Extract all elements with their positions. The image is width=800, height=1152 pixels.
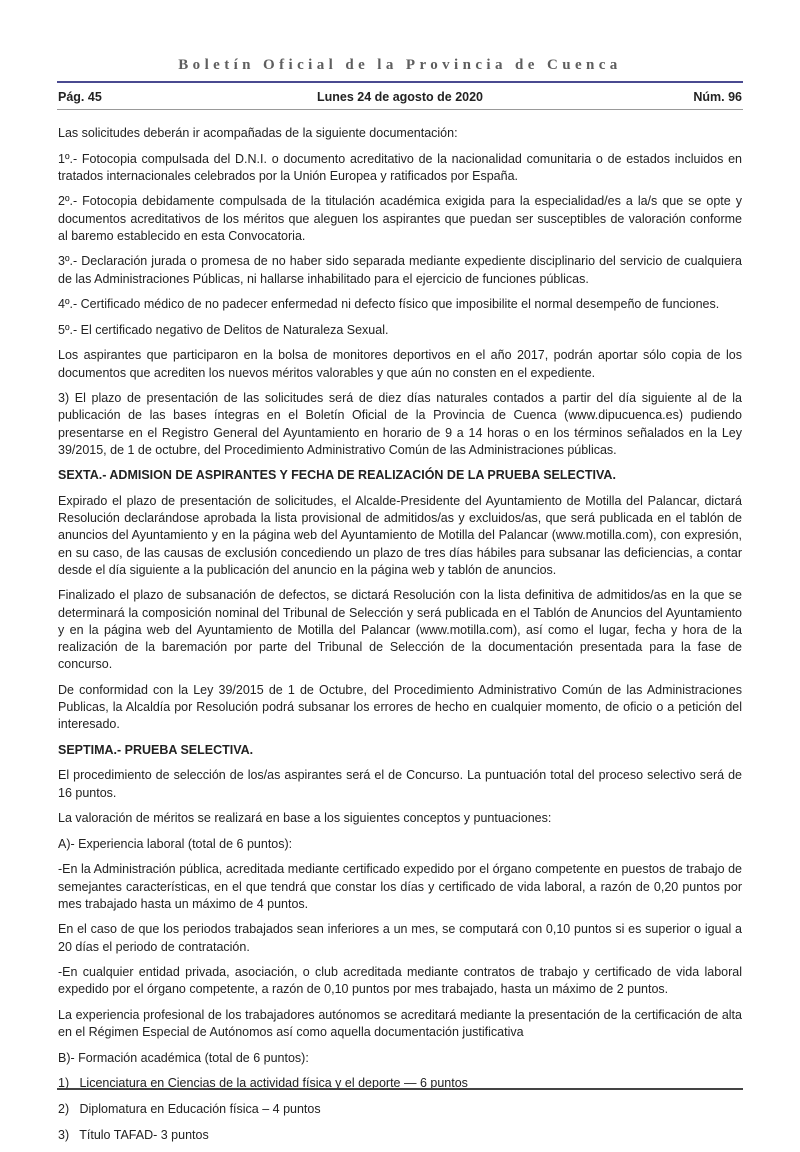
list-item-number: 1): [58, 1076, 70, 1091]
list-item-number: 3): [58, 1127, 70, 1142]
paragraph-administracion: -En la Administración pública, acreditada mediante certificado expedido por el órgano competente en puestos de trabajo de semejantes características, en el que tendrá que constar los días y certificado de vida laboral, a razón de 0,20 puntos por mes trabajado hasta un máximo de 4 puntos.: [58, 862, 742, 911]
paragraph-bolsa: Los aspirantes que participaron en la bolsa de monitores deportivos en el año 2017, podrán aportar sólo copia de los documentos que acrediten los nuevos méritos valorables y que aún no consten en el expediente.: [58, 348, 742, 380]
paragraph-autonomos: La experiencia profesional de los trabajadores autónomos se acreditará mediante la presentación de la certificación de alta en el Régimen Especial de Autónomos así como aquella documentación justificativa: [58, 1007, 742, 1040]
paragraph-intro: Las solicitudes deberán ir acompañadas de la siguiente documentación:: [58, 126, 458, 140]
page-number: Pág. 45: [58, 90, 102, 104]
section-heading-septima: SEPTIMA.- PRUEBA SELECTIVA.: [58, 742, 254, 757]
paragraph-doc-1: 1º.- Fotocopia compulsada del D.N.I. o documento acreditativo de la nacionalidad comunitaria o de estados incluidos en tratados internacionales celebrados por la Unión Europea y ratificados por España.: [58, 151, 742, 183]
issue-number: Núm. 96: [693, 90, 742, 104]
paragraph-entidad-privada: -En cualquier entidad privada, asociación, o club acreditada mediante contratos de trabajo y certificado de vida laboral expedido por el órgano competente, a razón de 0,10 puntos por mes trabajado, hasta un máximo de 2 puntos.: [58, 965, 742, 997]
paragraph-conformidad: De conformidad con la Ley 39/2015 de 1 de Octubre, del Procedimiento Administrativo Común de las Administraciones Publicas, la Alcaldía por Resolución podrá subsanar los errores de hecho en cualquier momento, de oficio o a petición del interesado.: [58, 682, 742, 732]
list-item: [58, 1127, 742, 1144]
masthead-title: Boletín Oficial de la Provincia de Cuenca: [178, 57, 622, 73]
paragraph-finalizado: Finalizado el plazo de subsanación de defectos, se dictará Resolución con la lista definitiva de admitidos/as en la que se determinará la composición nominal del Tribunal de Selección y será publicada en el Tablón de Anuncios del Ayuntamiento y en la página web del Ayuntamiento de Motilla del Palancar (www.motilla.com), así como el lugar, fecha y hora de la realización de la baremación por parte del Tribunal de Selección de la documentación presentada para la fase de concurso.: [58, 588, 742, 672]
footer-rule: [57, 1088, 743, 1090]
section-heading-sexta: SEXTA.- ADMISION DE ASPIRANTES Y FECHA DE REALIZACIÓN DE LA PRUEBA SELECTIVA.: [58, 468, 616, 483]
list-item-text: Licenciatura en Ciencias de la actividad física y el deporte — 6 puntos: [79, 1076, 468, 1091]
paragraph-plazo: 3) El plazo de presentación de las solicitudes será de diez días naturales contados a partir del día siguiente al de la publicación de las bases íntegras en el Boletín Oficial de la Provincia de Cuenca (www.dipucuenca.es) pudiendo presentarse en el Registro General del Ayuntamiento en horario de 9 a 14 horas o en los términos señalados en la Ley 39/2015, de 1 de octubre, del Procedimiento Administrativo Común de las Administraciones públicas.: [58, 391, 742, 457]
list-item-number: 2): [58, 1101, 70, 1116]
paragraph-doc-2: 2º.- Fotocopia debidamente compulsada de la titulación académica exigida para la especialidad/es a la/s que se opte y documentos acreditativos de los méritos que aleguen los aspirantes que puedan ser susceptibles de valoración conforme al baremo establecido en esta Convocatoria.: [58, 194, 742, 243]
list-item-text: Título TAFAD- 3 puntos: [79, 1127, 209, 1142]
paragraph-doc-4: 4º.- Certificado médico de no padecer enfermedad ni defecto físico que imposibilite el normal desempeño de funciones.: [58, 297, 720, 312]
list-item: [58, 1101, 742, 1118]
paragraph-experiencia-laboral: A)- Experiencia laboral (total de 6 puntos):: [58, 836, 293, 851]
masthead-rule: [57, 81, 743, 83]
header-rule: [57, 109, 743, 110]
list-item-text: Diplomatura en Educación física – 4 puntos: [79, 1101, 321, 1116]
paragraph-procedimiento: El procedimiento de selección de los/as aspirantes será el de Concurso. La puntuación total del proceso selectivo será de 16 puntos.: [58, 768, 742, 800]
paragraph-doc-5: 5º.- El certificado negativo de Delitos de Naturaleza Sexual.: [58, 322, 389, 337]
issue-date: Lunes 24 de agosto de 2020: [316, 90, 484, 104]
paragraph-doc-3: 3º.- Declaración jurada o promesa de no haber sido separada mediante expediente disciplinario del servicio de cualquiera de las Administraciones Públicas, ni hallarse inhabilitado para el ejercicio de funciones públicas.: [58, 254, 742, 286]
paragraph-valoracion: La valoración de méritos se realizará en base a los siguientes conceptos y puntuaciones:: [58, 811, 552, 826]
document-body: [58, 125, 742, 1152]
paragraph-formacion-academica: B)- Formación académica (total de 6 puntos):: [58, 1050, 309, 1065]
paragraph-periodos: En el caso de que los periodos trabajados sean inferiores a un mes, se computará con 0,10 puntos si es superior o igual a 20 días el periodo de contratación.: [58, 922, 742, 954]
paragraph-expirado: Expirado el plazo de presentación de solicitudes, el Alcalde-Presidente del Ayuntamiento de Motilla del Palancar, dictará Resolución declarándose aprobada la lista provisional de admitidos/as y excluidos/as, que será publicada en el tablón de anuncios del Ayuntamiento y en la página web del Ayuntamiento de Motilla del Palancar (www.motilla.com), con expresión, en su caso, de las causas de exclusión concediendo un plazo de tres días hábiles para subsanar las deficiencias, a contar desde el día siguiente a la publicación del anuncio en la página web y tablón de anuncios.: [58, 493, 742, 577]
